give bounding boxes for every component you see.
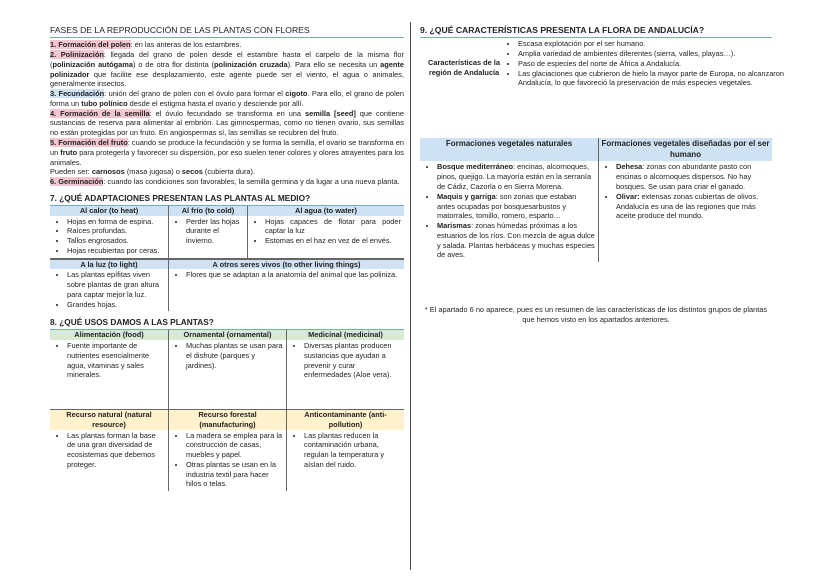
list-item: • Amplia variedad de ambientes diferentes (sierra, valles, playas…). bbox=[518, 49, 784, 59]
use-forestal-head: Recurso forestal (manufacturing) bbox=[168, 410, 286, 430]
phase-item: Pueden ser: carnosos (masa jugosa) o secos (cubierta dura). bbox=[50, 167, 256, 177]
natural-formations-cell bbox=[420, 161, 598, 262]
adaptation-living-cell bbox=[168, 269, 404, 311]
andalucia-features-label: Características de la región de Andalucía bbox=[428, 58, 500, 78]
adaptations-table-row2 bbox=[50, 260, 404, 312]
formation-item: • Dehesa: zonas con abundante pasto con encinas o alcornoques dispersos. No hay bosques. Se usan para criar el ganado. bbox=[616, 162, 769, 191]
list-item: • Hojas en forma de espina. bbox=[67, 217, 165, 227]
phase-label: 6. Germinación bbox=[50, 177, 104, 187]
adaptation-cold-head: Al frío (to cold) bbox=[168, 206, 247, 216]
column-divider bbox=[410, 22, 411, 570]
section-8-title: 8. ¿QUÉ USOS DAMOS A LAS PLANTAS? bbox=[50, 317, 404, 330]
section-1-title: FASES DE LA REPRODUCCIÓN DE LAS PLANTAS CON FLORES bbox=[50, 25, 404, 38]
adaptation-light-head: A la luz (to light) bbox=[50, 260, 168, 270]
human-formations-head: Formaciones vegetales diseñadas por el ser humano bbox=[598, 138, 772, 161]
andalucia-features bbox=[420, 38, 784, 134]
use-medicinal-cell bbox=[286, 340, 404, 409]
list-item: • Las plantas reducen la contaminación urbana, regulan la temperatura y aíslan del ruido. bbox=[304, 431, 401, 470]
list-item: • Perder las hojas durante el invierno. bbox=[186, 217, 244, 246]
phase-item: 1. Formación del polen: en las anteras de los estambres. bbox=[50, 40, 242, 50]
list-item: • Muchas plantas se usan para el disfrute (parques y jardines). bbox=[186, 341, 283, 370]
adaptations-table bbox=[50, 206, 404, 260]
formation-item: • Marismas: zonas húmedas próximas a los estuarios de los ríos. Con mezcla de agua dulce y salada. Plantas herbáceas y muchas especies de aves. bbox=[437, 221, 595, 260]
use-anticontaminante-head: Anticontaminante (anti-pollution) bbox=[286, 410, 404, 430]
phase-label: 5. Formación del fruto bbox=[50, 138, 128, 147]
uses-table-row2 bbox=[50, 410, 404, 491]
phase-item: 5. Formación del fruto: cuando se produce la fecundación y se forma la semilla, el ovario se transforma en un fruto para protegerla y favorecer su dispersión, por eso suelen tener colores y olores atrayentes para los animales. bbox=[50, 138, 404, 167]
formation-item: • Bosque mediterráneo: encinas, alcornoques, pinos, quejigo. La mayoría están en la serranía de Cádiz, Cazorla o en Sierra Morena. bbox=[437, 162, 595, 191]
list-item: • Las plantas forman la base de una gran diversidad de ecosistemas que debemos proteger. bbox=[67, 431, 165, 470]
list-item: • Estomas en el haz en vez de el envés. bbox=[265, 236, 401, 246]
adaptation-water-head: Al agua (to water) bbox=[247, 206, 404, 216]
use-ornamental-head: Ornamental (ornamental) bbox=[168, 330, 286, 340]
adaptation-light-cell bbox=[50, 269, 168, 311]
use-medicinal-head: Medicinal (medicinal) bbox=[286, 330, 404, 340]
adaptation-heat-cell bbox=[50, 216, 168, 259]
phase-item: 2. Polinización: llegada del grano de polen desde el estambre hasta el carpelo de la misma flor (polinización autógama) o de otra flor distinta (polinización cruzada). Para ello se necesita un agente polinizador que facilite ese desplazamiento, este agente puede ser el viento, el agua o animales, generalmente insectos. bbox=[50, 50, 404, 89]
formation-item: • Maquis y garriga: son zonas que estaban antes ocupadas por bosquesarbustos y matorrales, tomillo, romero, esparto… bbox=[437, 192, 595, 221]
use-natural-cell bbox=[50, 430, 168, 492]
footnote: * El apartado 6 no aparece, pues es un resumen de las características de los distintos grupos de plantas que hemos visto en los apartados anteriores. bbox=[424, 305, 768, 324]
use-natural-head: Recurso natural (natural resource) bbox=[50, 410, 168, 430]
phase-label: 2. Polinización bbox=[50, 50, 104, 60]
list-item: • La madera se emplea para la construcción de casas, muebles y papel. bbox=[186, 431, 283, 460]
list-item: • Hojas recubiertas por ceras. bbox=[67, 246, 165, 256]
phase-label: 3. Fecundación bbox=[50, 89, 105, 99]
list-item: • Fuente importante de nutrientes esencialmente agua, vitaminas y sales minerales. bbox=[67, 341, 165, 380]
list-item: • Las plantas epífitas viven sobre plantas de gran altura para captar mejor la luz. bbox=[67, 270, 165, 299]
list-item: • Otras plantas se usan en la industria textil para hacer hilos o telas. bbox=[186, 460, 283, 489]
formation-item: • Olivar: extensas zonas cubiertas de olivos. Andalucía es una de las regiones que más aceite produce del mundo. bbox=[616, 192, 769, 221]
plant-formations-table bbox=[420, 138, 772, 262]
uses-table bbox=[50, 330, 404, 410]
list-item: • Paso de especies del norte de África a Andalucía. bbox=[518, 59, 784, 69]
adaptation-cold-cell bbox=[168, 216, 247, 259]
section-9-title: 9. ¿QUÉ CARACTERÍSTICAS PRESENTA LA FLORA DE ANDALUCÍA? bbox=[420, 25, 772, 38]
use-ornamental-cell bbox=[168, 340, 286, 409]
phase-item: 3. Fecundación: unión del grano de polen con el óvulo para formar el cigoto. Para ello, el grano de polen forma un tubo polínico desde el estigma hasta el ovario y desciende por allí. bbox=[50, 89, 404, 108]
list-item: • Tallos engrosados. bbox=[67, 236, 165, 246]
phase-label: 4. Formación de la semilla bbox=[50, 108, 150, 118]
phase-label: 1. Formación del polen bbox=[50, 40, 131, 50]
use-anticontaminante-cell bbox=[286, 430, 404, 492]
use-food-head: Alimentación (food) bbox=[50, 330, 168, 340]
adaptation-water-cell bbox=[247, 216, 404, 259]
list-item: • Flores que se adaptan a la anatomía del animal que las poliniza. bbox=[186, 270, 401, 280]
list-item: • Las glaciaciones que cubrieron de hielo la mayor parte de Europa, no alcanzaron Andalucía, lo que favoreció la preservación de más especies vegetales. bbox=[518, 69, 784, 89]
natural-formations-head: Formaciones vegetales naturales bbox=[420, 138, 598, 161]
phase-item: 4. Formación de la semilla: el óvulo fecundado se transforma en una semilla [seed] que contiene sustancias de reserva para alimentar al embrión. Las gimnospermas, como no tienen ovario, sus semillas no están protegidas por un fruto. En angiospermas sí, las semillas se recubren del fruto. bbox=[50, 108, 404, 138]
section-1-items bbox=[50, 40, 404, 186]
natural-formations-list bbox=[423, 162, 595, 260]
right-column bbox=[420, 25, 784, 324]
left-column bbox=[50, 25, 404, 491]
list-item: • Hojas capaces de flotar para poder captar la luz bbox=[265, 217, 401, 237]
human-formations-list bbox=[602, 162, 769, 221]
human-formations-cell bbox=[598, 161, 772, 262]
phase-item: 6. Germinación: cuando las condiciones son favorables, la semilla germina y da lugar a una nueva planta. bbox=[50, 177, 400, 187]
use-food-cell bbox=[50, 340, 168, 409]
list-item: • Diversas plantas producen sustancias que ayudan a prevenir y curar enfermedades (Aloe vera). bbox=[304, 341, 401, 380]
andalucia-features-list bbox=[504, 39, 784, 88]
list-item: • Escasa explotación por el ser humano. bbox=[518, 39, 784, 49]
use-forestal-cell bbox=[168, 430, 286, 492]
adaptation-heat-head: Al calor (to heat) bbox=[50, 206, 168, 216]
list-item: • Raíces profundas. bbox=[67, 226, 165, 236]
adaptation-living-head: A otros seres vivos (to other living things) bbox=[168, 260, 404, 270]
section-7-title: 7. ¿QUÉ ADAPTACIONES PRESENTAN LAS PLANTAS AL MEDIO? bbox=[50, 193, 404, 206]
list-item: • Grandes hojas. bbox=[67, 300, 165, 310]
